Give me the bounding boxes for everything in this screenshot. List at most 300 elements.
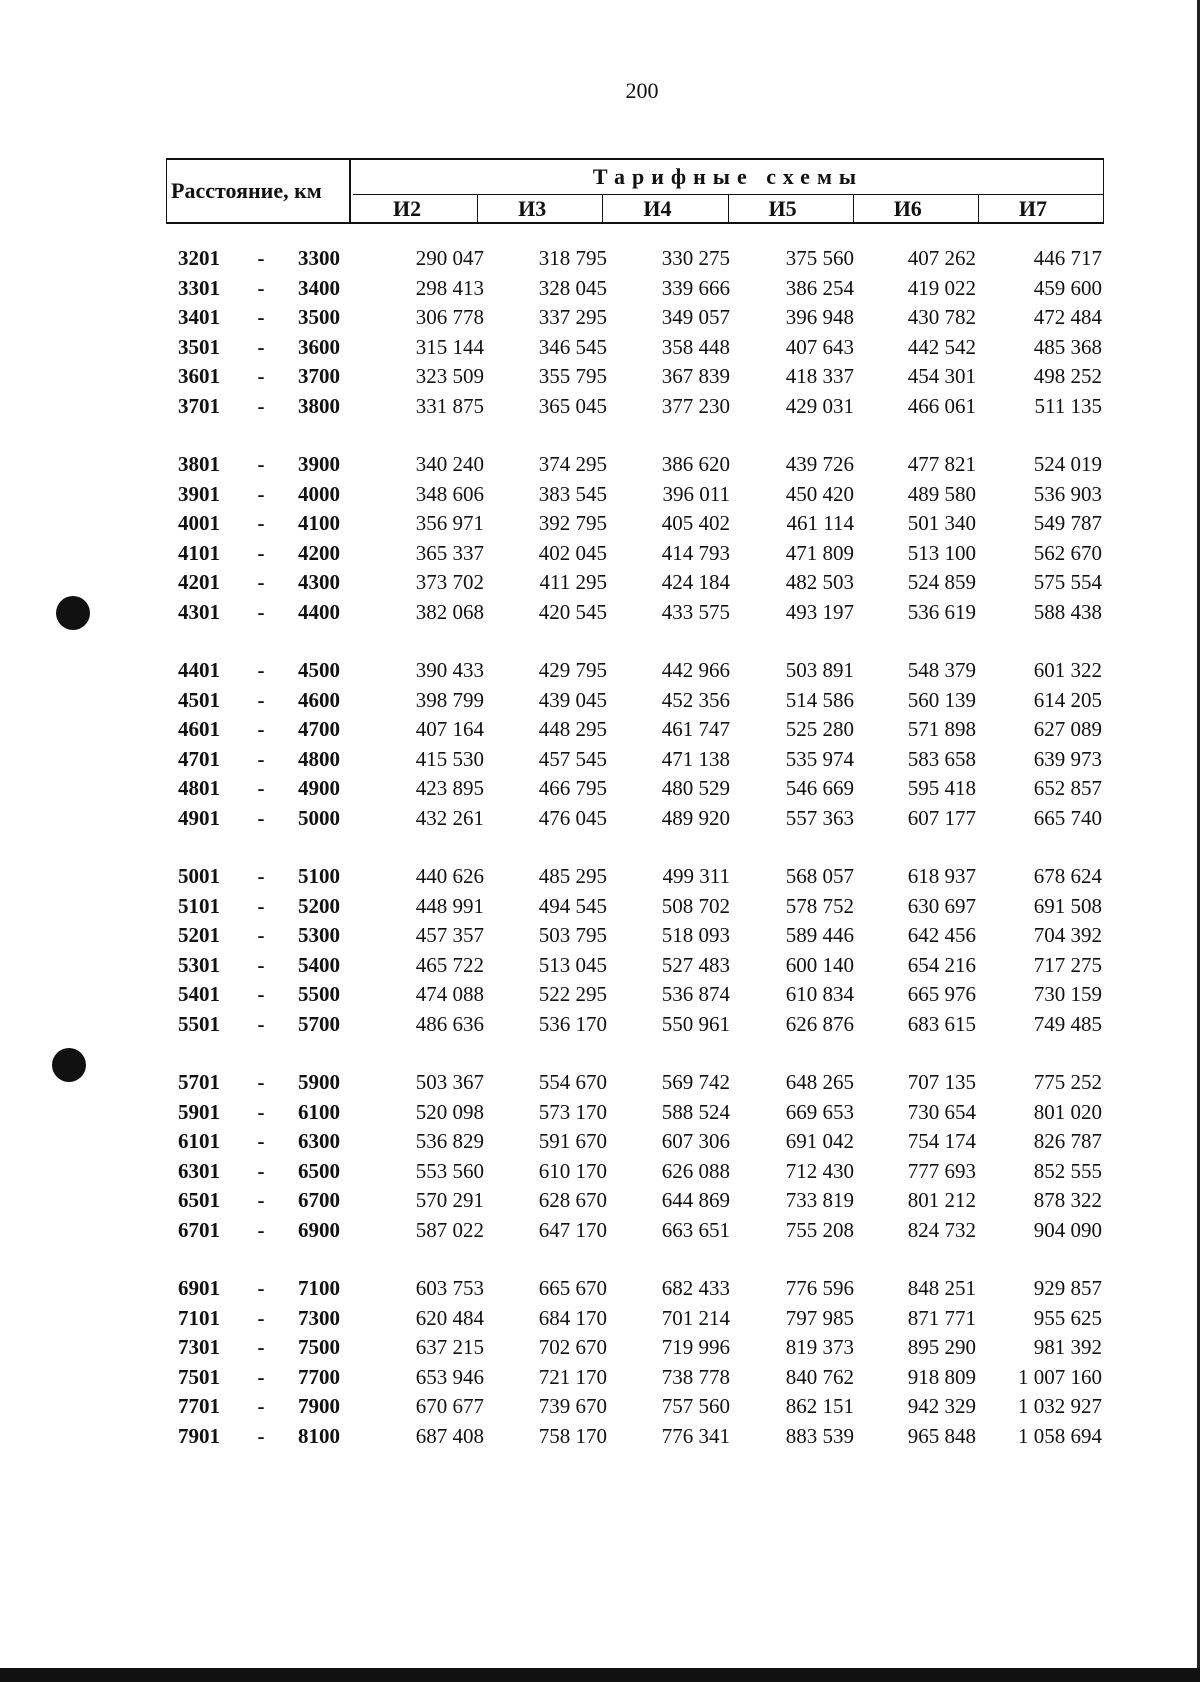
tariff-value-i5: 450 420 — [785, 481, 854, 506]
tariff-value-i7: 588 438 — [1033, 599, 1102, 624]
range-dash: - — [257, 923, 265, 947]
tariff-value-i3: 448 295 — [538, 717, 607, 741]
tariff-value-i3: 739 670 — [538, 1394, 607, 1418]
range-dash: - — [257, 1129, 265, 1153]
tariff-value-i5: 578 752 — [785, 893, 854, 918]
tariff-value-i4: 757 560 — [661, 1394, 730, 1418]
tariff-value-i4: 701 214 — [661, 1305, 730, 1330]
tariff-value-i3: 610 170 — [538, 1158, 607, 1183]
tariff-value-i2: 315 144 — [415, 334, 484, 359]
tariff-value-i5: 755 208 — [785, 1217, 854, 1242]
tariff-value-i6: 618 937 — [907, 864, 976, 888]
tariff-value-i4: 480 529 — [661, 776, 730, 800]
tariff-value-i5: 439 726 — [785, 452, 854, 476]
tariff-value-i6: 824 732 — [907, 1217, 976, 1242]
column-header-i2: И2 — [353, 195, 478, 222]
table-row — [166, 335, 1102, 365]
distance-from: 5401 — [178, 982, 220, 1006]
table-row — [166, 276, 1102, 306]
tariff-value-i2: 620 484 — [415, 1305, 484, 1330]
tariff-value-i2: 670 677 — [415, 1394, 484, 1418]
tariff-value-i2: 520 098 — [415, 1099, 484, 1124]
table-row — [166, 305, 1102, 335]
column-header-i3: И3 — [478, 195, 603, 222]
distance-to: 3300 — [298, 246, 340, 270]
tariff-value-i7: 775 252 — [1033, 1070, 1102, 1094]
row-group — [166, 864, 1102, 1041]
range-dash: - — [257, 1305, 265, 1330]
tariff-value-i5: 568 057 — [785, 864, 854, 888]
tariff-value-i2: 603 753 — [415, 1276, 484, 1300]
distance-from: 3301 — [178, 275, 220, 300]
distance-from: 7301 — [178, 1335, 220, 1359]
tariff-value-i2: 365 337 — [415, 540, 484, 565]
tariff-value-i6: 419 022 — [907, 275, 976, 300]
tariff-value-i5: 776 596 — [785, 1276, 854, 1300]
tariff-value-i5: 514 586 — [785, 687, 854, 712]
range-dash: - — [257, 511, 265, 535]
distance-to: 3600 — [298, 334, 340, 359]
tariff-value-i5: 610 834 — [785, 982, 854, 1006]
tariff-value-i6: 754 174 — [907, 1129, 976, 1153]
tariff-value-i5: 535 974 — [785, 746, 854, 771]
punch-hole-mark — [52, 1048, 86, 1082]
tariff-value-i6: 560 139 — [907, 687, 976, 712]
distance-to: 7700 — [298, 1364, 340, 1389]
tariff-value-i4: 719 996 — [661, 1335, 730, 1359]
scan-edge-bottom — [0, 1668, 1200, 1682]
distance-from: 5301 — [178, 952, 220, 977]
range-dash: - — [257, 1099, 265, 1124]
distance-to: 7300 — [298, 1305, 340, 1330]
tariff-value-i5: 797 985 — [785, 1305, 854, 1330]
table-row — [166, 1100, 1102, 1130]
tariff-value-i6: 642 456 — [907, 923, 976, 947]
distance-to: 7900 — [298, 1394, 340, 1418]
table-row — [166, 982, 1102, 1012]
distance-from: 5001 — [178, 864, 220, 888]
distance-to: 4700 — [298, 717, 340, 741]
table-row — [166, 1188, 1102, 1218]
tariff-value-i6: 595 418 — [907, 776, 976, 800]
tariff-value-i5: 375 560 — [785, 246, 854, 270]
tariff-value-i5: 546 669 — [785, 776, 854, 800]
tariff-value-i4: 644 869 — [661, 1188, 730, 1212]
table-row — [166, 246, 1102, 276]
row-group — [166, 1070, 1102, 1247]
tariff-value-i4: 607 306 — [661, 1129, 730, 1153]
tariff-value-i3: 439 045 — [538, 687, 607, 712]
table-row — [166, 1365, 1102, 1395]
scheme-column-headers — [353, 195, 1103, 222]
tariff-value-i7: 549 787 — [1033, 511, 1102, 535]
page-number: 200 — [625, 78, 659, 103]
tariff-value-i5: 669 653 — [785, 1099, 854, 1124]
tariff-value-i6: 466 061 — [907, 393, 976, 418]
tariff-value-i6: 965 848 — [907, 1423, 976, 1448]
range-dash: - — [257, 1158, 265, 1183]
tariff-value-i2: 390 433 — [415, 658, 484, 682]
tariff-value-i3: 466 795 — [538, 776, 607, 800]
tariff-value-i2: 503 367 — [415, 1070, 484, 1094]
tariff-value-i3: 494 545 — [538, 893, 607, 918]
distance-to: 3800 — [298, 393, 340, 418]
tariff-value-i7: 536 903 — [1033, 481, 1102, 506]
distance-from: 4301 — [178, 599, 220, 624]
distance-to: 7100 — [298, 1276, 340, 1300]
tariff-value-i2: 440 626 — [415, 864, 484, 888]
tariff-value-i3: 337 295 — [538, 305, 607, 329]
distance-to: 6100 — [298, 1099, 340, 1124]
tariff-value-i7: 801 020 — [1033, 1099, 1102, 1124]
distance-from: 4601 — [178, 717, 220, 741]
range-dash: - — [257, 334, 265, 359]
tariff-value-i5: 396 948 — [785, 305, 854, 329]
table-row — [166, 1012, 1102, 1042]
tariff-value-i3: 318 795 — [538, 246, 607, 270]
distance-from: 3901 — [178, 481, 220, 506]
table-row — [166, 541, 1102, 571]
tariff-value-i5: 493 197 — [785, 599, 854, 624]
distance-to: 4200 — [298, 540, 340, 565]
tariff-value-i2: 587 022 — [415, 1217, 484, 1242]
table-row — [166, 511, 1102, 541]
tariff-value-i7: 929 857 — [1033, 1276, 1102, 1300]
tariff-value-i6: 630 697 — [907, 893, 976, 918]
tariff-value-i6: 442 542 — [907, 334, 976, 359]
tariff-value-i7: 562 670 — [1033, 540, 1102, 565]
distance-to: 8100 — [298, 1423, 340, 1448]
distance-from: 3401 — [178, 305, 220, 329]
tariff-value-i3: 457 545 — [538, 746, 607, 771]
tariff-value-i7: 665 740 — [1033, 805, 1102, 830]
range-dash: - — [257, 864, 265, 888]
tariff-value-i4: 405 402 — [661, 511, 730, 535]
tariff-value-i2: 553 560 — [415, 1158, 484, 1183]
tariff-value-i7: 472 484 — [1033, 305, 1102, 329]
table-row — [166, 776, 1102, 806]
range-dash: - — [257, 1217, 265, 1242]
table-row — [166, 658, 1102, 688]
distance-from: 6701 — [178, 1217, 220, 1242]
tariff-value-i6: 848 251 — [907, 1276, 976, 1300]
tariff-value-i7: 852 555 — [1033, 1158, 1102, 1183]
distance-to: 3700 — [298, 364, 340, 388]
range-dash: - — [257, 746, 265, 771]
tariff-value-i4: 442 966 — [661, 658, 730, 682]
distance-to: 6500 — [298, 1158, 340, 1183]
table-row — [166, 1335, 1102, 1365]
tariff-value-i2: 474 088 — [415, 982, 484, 1006]
distance-from: 4801 — [178, 776, 220, 800]
tariff-value-i5: 503 891 — [785, 658, 854, 682]
distance-from: 4501 — [178, 687, 220, 712]
tariff-value-i5: 840 762 — [785, 1364, 854, 1389]
tariff-value-i7: 614 205 — [1033, 687, 1102, 712]
distance-to: 6700 — [298, 1188, 340, 1212]
range-dash: - — [257, 952, 265, 977]
column-header-i6: И6 — [854, 195, 979, 222]
column-header-i7: И7 — [1018, 196, 1047, 221]
tariff-value-i3: 684 170 — [538, 1305, 607, 1330]
tariff-value-i3: 573 170 — [538, 1099, 607, 1124]
table-row — [166, 894, 1102, 924]
tariff-value-i7: 904 090 — [1033, 1217, 1102, 1242]
tariff-value-i4: 682 433 — [661, 1276, 730, 1300]
tariff-value-i7: 730 159 — [1033, 982, 1102, 1006]
distance-to: 3400 — [298, 275, 340, 300]
tariff-value-i6: 895 290 — [907, 1335, 976, 1359]
tariff-value-i6: 513 100 — [907, 540, 976, 565]
distance-from: 3201 — [178, 246, 220, 270]
tariff-value-i2: 653 946 — [415, 1364, 484, 1389]
tariff-value-i7: 1 007 160 — [1018, 1364, 1102, 1389]
tariff-value-i7: 485 368 — [1033, 334, 1102, 359]
distance-from: 6901 — [178, 1276, 220, 1300]
range-dash: - — [257, 1364, 265, 1389]
tariff-value-i4: 626 088 — [661, 1158, 730, 1183]
range-dash: - — [257, 893, 265, 918]
range-dash: - — [257, 452, 265, 476]
tariff-value-i2: 348 606 — [415, 481, 484, 506]
table-row — [166, 1276, 1102, 1306]
tariff-value-i3: 758 170 — [538, 1423, 607, 1448]
tariff-value-i5: 691 042 — [785, 1129, 854, 1153]
tariff-value-i3: 328 045 — [538, 275, 607, 300]
tariff-value-i6: 571 898 — [907, 717, 976, 741]
tariff-value-i6: 730 654 — [907, 1099, 976, 1124]
distance-to: 5400 — [298, 952, 340, 977]
tariff-value-i3: 503 795 — [538, 923, 607, 947]
tariff-value-i2: 398 799 — [415, 687, 484, 712]
tariff-value-i4: 527 483 — [661, 952, 730, 977]
tariff-value-i7: 498 252 — [1033, 364, 1102, 388]
distance-to: 4800 — [298, 746, 340, 771]
tariff-value-i7: 1 032 927 — [1018, 1394, 1102, 1418]
tariff-value-i2: 448 991 — [415, 893, 484, 918]
tariff-value-i2: 432 261 — [415, 805, 484, 830]
tariff-value-i6: 801 212 — [907, 1188, 976, 1212]
tariff-value-i6: 942 329 — [907, 1394, 976, 1418]
tariff-value-i2: 407 164 — [415, 717, 484, 741]
tariff-value-i6: 454 301 — [907, 364, 976, 388]
table-row — [166, 1129, 1102, 1159]
distance-from: 3601 — [178, 364, 220, 388]
distance-from: 6101 — [178, 1129, 220, 1153]
tariff-value-i7: 524 019 — [1033, 452, 1102, 476]
tariff-value-i2: 687 408 — [415, 1423, 484, 1448]
tariff-value-i4: 508 702 — [661, 893, 730, 918]
tariff-value-i6: 707 135 — [907, 1070, 976, 1094]
tariff-value-i5: 883 539 — [785, 1423, 854, 1448]
tariff-value-i7: 878 322 — [1033, 1188, 1102, 1212]
tariff-value-i4: 396 011 — [662, 481, 730, 506]
distance-to: 3900 — [298, 452, 340, 476]
table-row — [166, 482, 1102, 512]
tariff-value-i4: 471 138 — [661, 746, 730, 771]
tariff-value-i2: 298 413 — [415, 275, 484, 300]
distance-from: 5201 — [178, 923, 220, 947]
distance-to: 4500 — [298, 658, 340, 682]
tariff-value-i6: 536 619 — [907, 599, 976, 624]
range-dash: - — [257, 393, 265, 418]
distance-to: 5300 — [298, 923, 340, 947]
distance-from: 6301 — [178, 1158, 220, 1183]
tariff-value-i5: 626 876 — [785, 1011, 854, 1036]
tariff-value-i3: 702 670 — [538, 1335, 607, 1359]
range-dash: - — [257, 275, 265, 300]
distance-to: 5700 — [298, 1011, 340, 1036]
tariff-value-i3: 485 295 — [538, 864, 607, 888]
tariff-value-i3: 420 545 — [538, 599, 607, 624]
range-dash: - — [257, 1011, 265, 1036]
tariff-value-i2: 423 895 — [415, 776, 484, 800]
distance-from: 4701 — [178, 746, 220, 771]
distance-from: 7501 — [178, 1364, 220, 1389]
tariff-value-i4: 377 230 — [661, 393, 730, 418]
tariff-value-i7: 981 392 — [1033, 1335, 1102, 1359]
table-row — [166, 1218, 1102, 1248]
range-dash: - — [257, 1394, 265, 1418]
tariff-value-i5: 429 031 — [785, 393, 854, 418]
distance-to: 4600 — [298, 687, 340, 712]
tariff-value-i2: 290 047 — [415, 246, 484, 270]
table-row — [166, 1424, 1102, 1454]
tariff-value-i7: 678 624 — [1033, 864, 1102, 888]
distance-to: 7500 — [298, 1335, 340, 1359]
table-row — [166, 600, 1102, 630]
range-dash: - — [257, 246, 265, 270]
tariff-value-i4: 386 620 — [661, 452, 730, 476]
tariff-value-i7: 704 392 — [1033, 923, 1102, 947]
tariff-value-i4: 569 742 — [661, 1070, 730, 1094]
distance-to: 3500 — [298, 305, 340, 329]
range-dash: - — [257, 364, 265, 388]
distance-to: 5500 — [298, 982, 340, 1006]
distance-from: 5501 — [178, 1011, 220, 1036]
distance-from: 3501 — [178, 334, 220, 359]
tariff-value-i7: 691 508 — [1033, 893, 1102, 918]
table-row — [166, 953, 1102, 983]
table-row — [166, 688, 1102, 718]
tariff-value-i7: 459 600 — [1033, 275, 1102, 300]
row-group — [166, 1276, 1102, 1453]
tariff-value-i3: 522 295 — [538, 982, 607, 1006]
tariff-value-i7: 511 135 — [1034, 393, 1102, 418]
tariff-value-i2: 340 240 — [415, 452, 484, 476]
tariff-table-body — [166, 246, 1102, 1482]
tariff-value-i7: 652 857 — [1033, 776, 1102, 800]
tariff-value-i6: 407 262 — [907, 246, 976, 270]
distance-from: 5901 — [178, 1099, 220, 1124]
tariff-value-i5: 589 446 — [785, 923, 854, 947]
tariff-value-i2: 457 357 — [415, 923, 484, 947]
table-row — [166, 364, 1102, 394]
tariff-value-i3: 402 045 — [538, 540, 607, 565]
table-row — [166, 717, 1102, 747]
tariff-value-i3: 429 795 — [538, 658, 607, 682]
table-row — [166, 806, 1102, 836]
tariff-value-i6: 548 379 — [907, 658, 976, 682]
tariff-value-i3: 355 795 — [538, 364, 607, 388]
distance-from: 7101 — [178, 1305, 220, 1330]
tariff-value-i3: 383 545 — [538, 481, 607, 506]
row-group — [166, 246, 1102, 423]
tariff-value-i6: 501 340 — [907, 511, 976, 535]
table-row — [166, 570, 1102, 600]
tariff-value-i5: 600 140 — [785, 952, 854, 977]
tariff-value-i2: 486 636 — [415, 1011, 484, 1036]
tariff-value-i5: 712 430 — [785, 1158, 854, 1183]
tariff-value-i4: 461 747 — [661, 717, 730, 741]
tariff-value-i5: 386 254 — [785, 275, 854, 300]
tariff-schemes-header: Тарифные схемы — [353, 160, 1103, 195]
tariff-value-i5: 525 280 — [785, 717, 854, 741]
tariff-value-i3: 411 295 — [539, 570, 607, 594]
tariff-value-i2: 306 778 — [415, 305, 484, 329]
tariff-value-i3: 554 670 — [538, 1070, 607, 1094]
distance-to: 5900 — [298, 1070, 340, 1094]
tariff-value-i7: 1 058 694 — [1018, 1423, 1102, 1448]
tariff-value-i3: 374 295 — [538, 452, 607, 476]
range-dash: - — [257, 658, 265, 682]
tariff-value-i4: 499 311 — [662, 864, 730, 888]
tariff-value-i7: 749 485 — [1033, 1011, 1102, 1036]
table-row — [166, 1306, 1102, 1336]
distance-from: 7901 — [178, 1423, 220, 1448]
distance-column-header: Расстояние, км — [167, 160, 351, 222]
tariff-value-i4: 738 778 — [661, 1364, 730, 1389]
tariff-value-i6: 430 782 — [907, 305, 976, 329]
tariff-value-i7: 955 625 — [1033, 1305, 1102, 1330]
table-row — [166, 1070, 1102, 1100]
tariff-value-i3: 346 545 — [538, 334, 607, 359]
distance-from: 4201 — [178, 570, 220, 594]
tariff-value-i2: 323 509 — [415, 364, 484, 388]
distance-to: 6900 — [298, 1217, 340, 1242]
tariff-value-i5: 819 373 — [785, 1335, 854, 1359]
distance-to: 4100 — [298, 511, 340, 535]
distance-from: 4101 — [178, 540, 220, 565]
tariff-value-i6: 477 821 — [907, 452, 976, 476]
table-row — [166, 452, 1102, 482]
tariff-value-i5: 733 819 — [785, 1188, 854, 1212]
table-row — [166, 1159, 1102, 1189]
tariff-value-i5: 482 503 — [785, 570, 854, 594]
tariff-value-i7: 717 275 — [1033, 952, 1102, 977]
tariff-value-i3: 365 045 — [538, 393, 607, 418]
tariff-value-i6: 607 177 — [907, 805, 976, 830]
distance-to: 6300 — [298, 1129, 340, 1153]
distance-to: 4000 — [298, 481, 340, 506]
tariff-value-i6: 489 580 — [907, 481, 976, 506]
row-group — [166, 452, 1102, 629]
tariff-value-i4: 550 961 — [661, 1011, 730, 1036]
tariff-value-i4: 452 356 — [661, 687, 730, 712]
tariff-value-i4: 588 524 — [661, 1099, 730, 1124]
table-row — [166, 1394, 1102, 1424]
range-dash: - — [257, 982, 265, 1006]
tariff-value-i2: 570 291 — [415, 1188, 484, 1212]
tariff-value-i2: 637 215 — [415, 1335, 484, 1359]
column-header-i4: И4 — [603, 195, 728, 222]
table-row — [166, 864, 1102, 894]
distance-to: 4900 — [298, 776, 340, 800]
tariff-value-i5: 461 114 — [786, 511, 854, 535]
distance-to: 5200 — [298, 893, 340, 918]
distance-to: 4300 — [298, 570, 340, 594]
tariff-value-i3: 476 045 — [538, 805, 607, 830]
